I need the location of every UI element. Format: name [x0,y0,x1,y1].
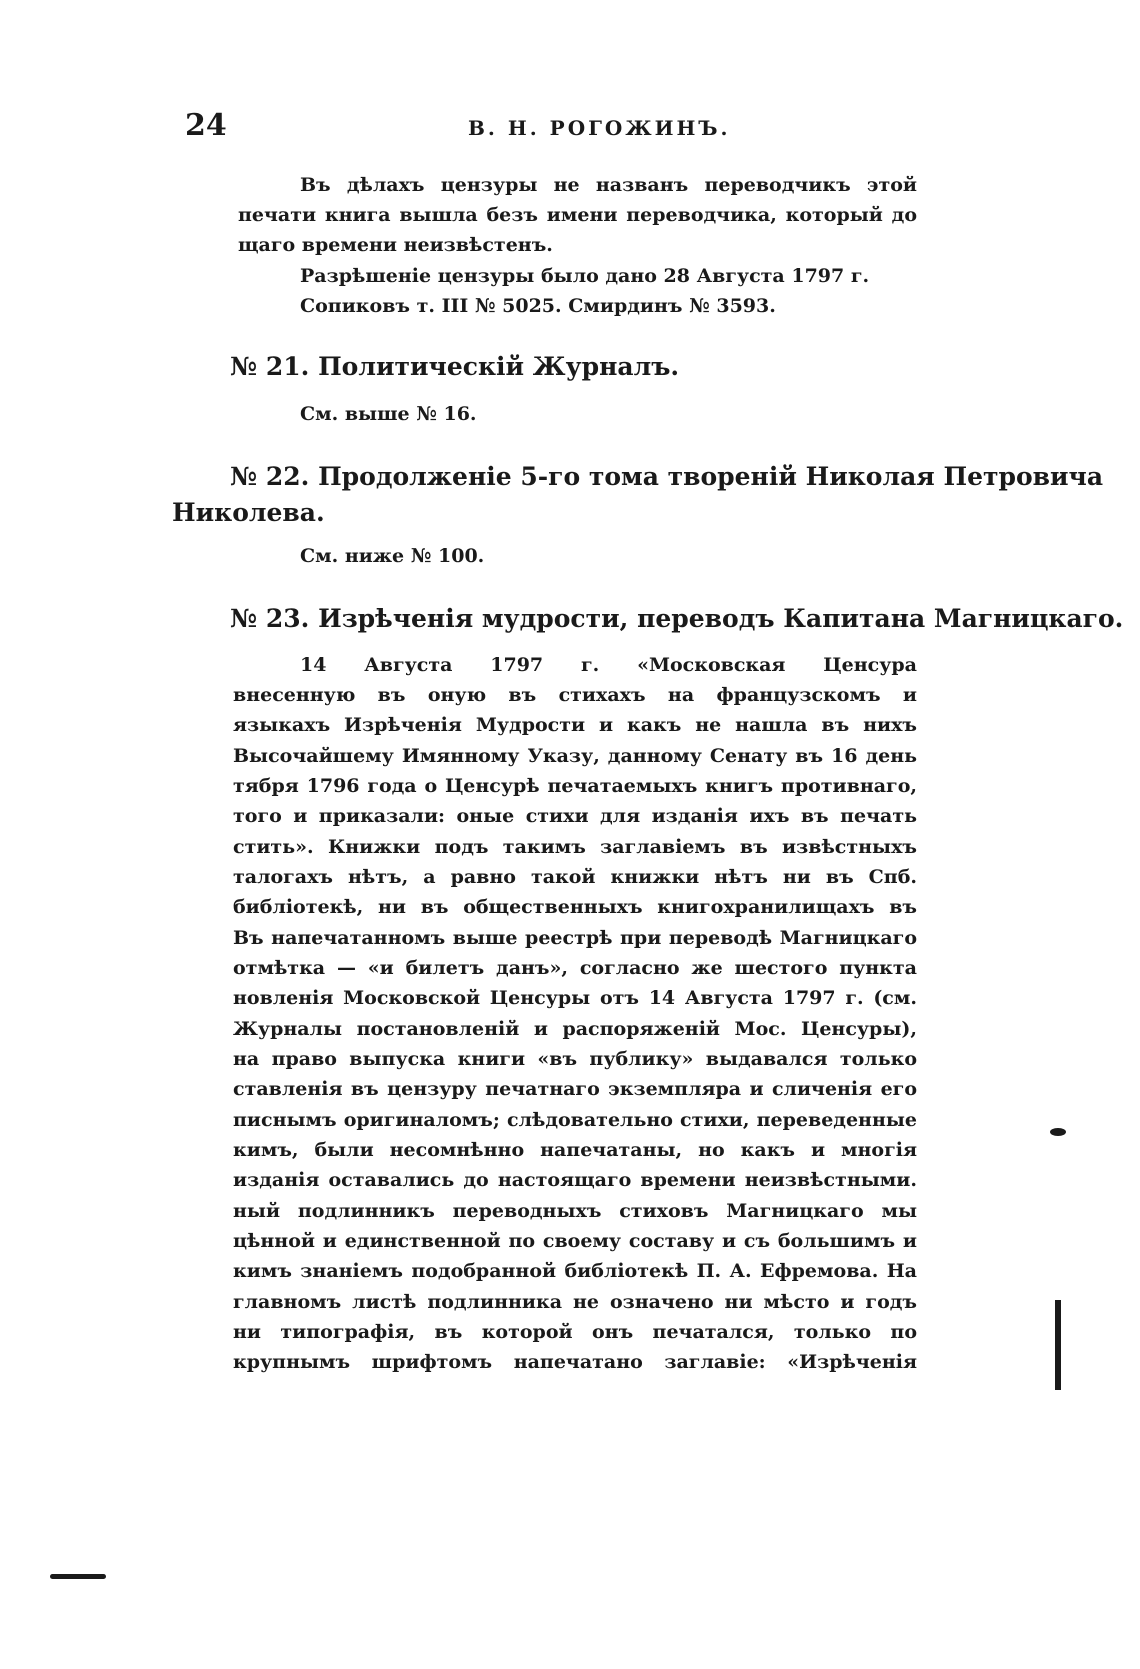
body-line: новленія Московской Ценсуры отъ 14 Августа 1797 г. (см. [233,987,917,1009]
body-line: библіотекѣ, ни въ общественныхъ книгохранилищахъ въ [233,896,917,918]
running-head: В. Н. РОГОЖИНЪ. [468,116,731,140]
body-line: цѣнной и единственной по своему составу и съ большимъ и [233,1230,917,1252]
entry-reference: См. выше № 16. [300,403,477,425]
body-line: ни типографія, въ которой онъ печатался, только по [233,1321,917,1343]
body-line: 14 Августа 1797 г. «Московская Ценсура [300,654,917,676]
body-line: внесенную въ оную въ стихахъ на французскомъ и [233,684,917,706]
body-line: кимъ знаніемъ подобранной библіотекѣ П. А. Ефремова. На [233,1260,917,1282]
body-line: Высочайшему Имянному Указу, данному Сенату въ 16 день [233,745,917,767]
entry-heading: № 23. Изрѣченія мудрости, переводъ Капитана Магницкаго. [230,604,1124,633]
body-line: крупнымъ шрифтомъ напечатано заглавіе: «Изрѣченія [233,1351,917,1373]
intro-line: щаго времени неизвѣстенъ. [238,234,553,256]
entry-reference: См. ниже № 100. [300,545,485,567]
body-line: того и приказали: оные стихи для изданія ихъ въ печать [233,805,917,827]
body-line: стить». Книжки подъ такимъ заглавіемъ въ извѣстныхъ [233,836,917,858]
body-line: тября 1796 года о Ценсурѣ печатаемыхъ книгъ противнаго, [233,775,917,797]
body-line: ный подлинникъ переводныхъ стиховъ Магницкаго мы [233,1200,917,1222]
scan-edge-mark [50,1574,106,1579]
body-line: Журналы постановленій и распоряженій Мос. Ценсуры), [233,1018,917,1040]
scan-smudge [1050,1128,1066,1136]
intro-line: Сопиковъ т. III № 5025. Смирдинъ № 3593. [300,295,776,317]
body-line: Въ напечатанномъ выше реестрѣ при переводѣ Магницкаго [233,927,917,949]
entry-heading: Николева. [172,498,325,527]
entry-heading: № 22. Продолженіе 5-го тома твореній Николая Петровича [230,462,1104,491]
body-line: ставленія въ цензуру печатнаго экземпляра и сличенія его [233,1078,917,1100]
body-line: отмѣтка — «и билетъ данъ», согласно же шестого пункта [233,957,917,979]
body-line: изданія оставались до настоящаго времени неизвѣстными. [233,1169,917,1191]
scan-edge-mark [1055,1300,1061,1390]
entry-heading: № 21. Политическій Журналъ. [230,352,680,381]
body-line: главномъ листѣ подлинника не означено ни мѣсто и годъ [233,1291,917,1313]
intro-line: Въ дѣлахъ цензуры не названъ переводчикъ этой [300,174,917,196]
body-line: писнымъ оригиналомъ; слѣдовательно стихи, переведенные [233,1109,917,1131]
intro-line: печати книга вышла безъ имени переводчика, который до [238,204,917,226]
body-line: талогахъ нѣтъ, а равно такой книжки нѣтъ ни въ Спб. [233,866,917,888]
body-line: языкахъ Изрѣченія Мудрости и какъ не нашла въ нихъ [233,714,917,736]
page-number: 24 [185,108,227,143]
intro-line: Разрѣшеніе цензуры было дано 28 Августа 1797 г. [300,265,870,287]
body-line: кимъ, были несомнѣнно напечатаны, но какъ и многія [233,1139,917,1161]
body-line: на право выпуска книги «въ публику» выдавался только [233,1048,917,1070]
